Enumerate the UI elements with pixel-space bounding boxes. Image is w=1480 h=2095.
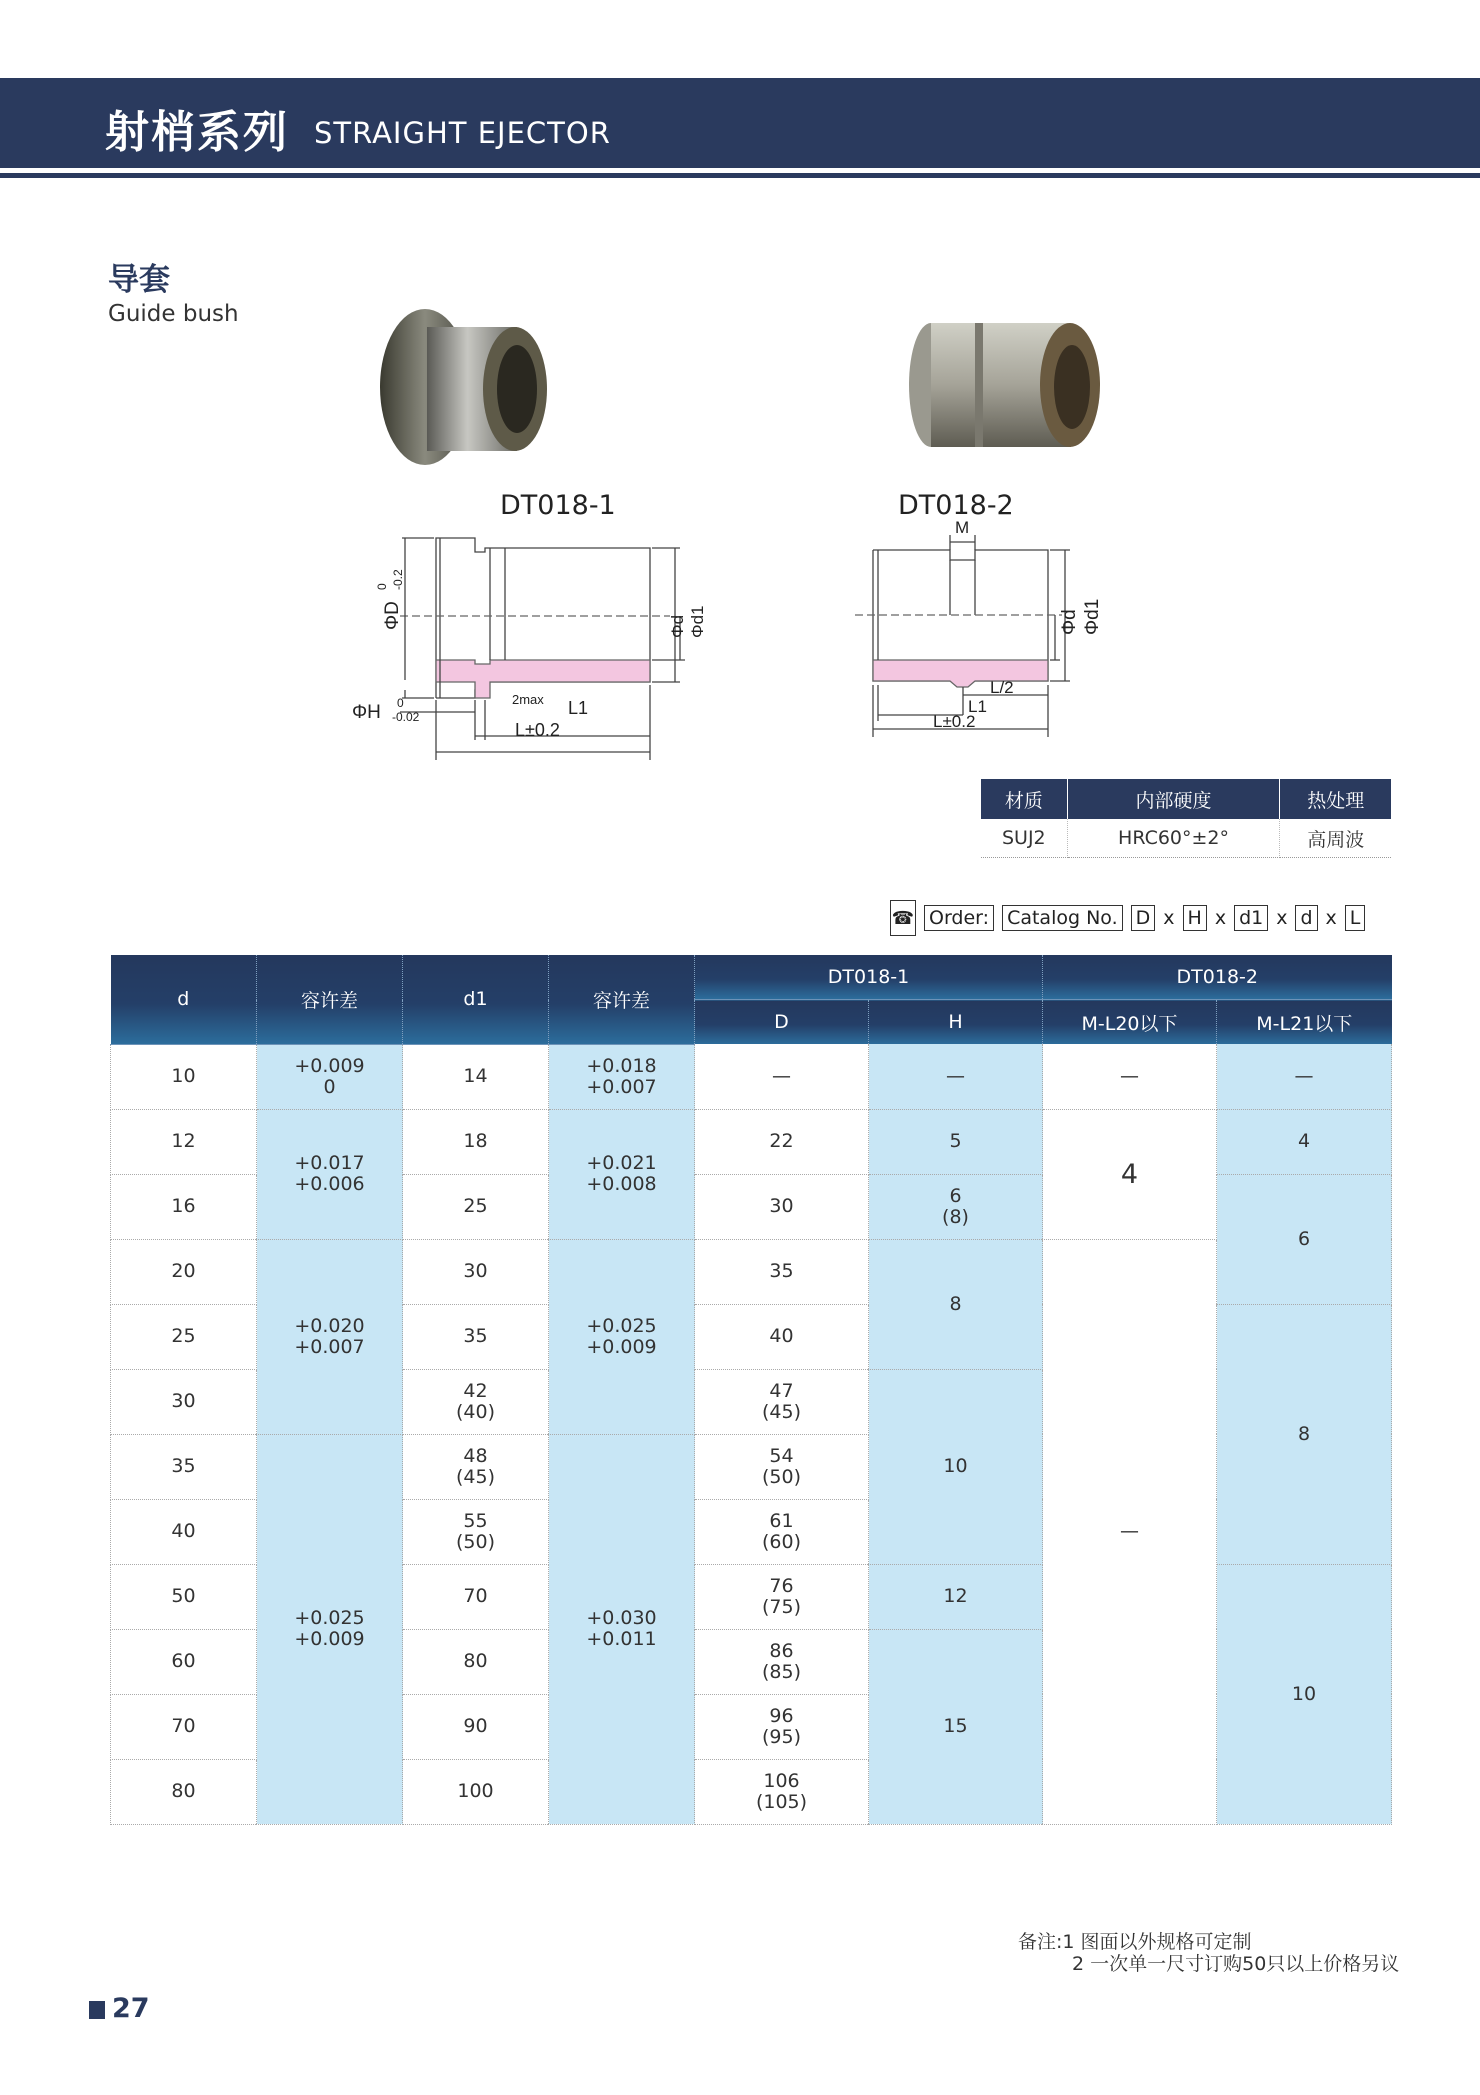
cell-tol2: +0.018 +0.007	[549, 1044, 695, 1109]
cell-d: 60	[111, 1629, 257, 1694]
cell-d: 10	[111, 1044, 257, 1109]
order-catalog: Catalog No.	[1002, 905, 1123, 931]
dim-phi-h: ΦH	[352, 702, 381, 723]
col-header-dt018-2: DT018-2	[1043, 955, 1392, 1000]
dim-d-tol-upper: 0	[375, 583, 389, 590]
col-header-D: D	[695, 1000, 869, 1045]
cell-m-l21: 10	[1217, 1564, 1392, 1824]
cell-D: 22	[695, 1109, 869, 1174]
notes-label: 备注:	[1018, 1931, 1063, 1953]
model-label-left: DT018-1	[500, 490, 616, 521]
table-row	[111, 1239, 1392, 1304]
cell-H: —	[869, 1044, 1043, 1109]
col-header-tol2: 容许差	[549, 955, 695, 1044]
cell-d: 40	[111, 1499, 257, 1564]
cell-d1: 18	[403, 1109, 549, 1174]
dim-l: L±0.2	[515, 720, 560, 740]
dim-phi-d: Φd	[668, 614, 687, 638]
cell-D: 76 (75)	[695, 1564, 869, 1629]
table-row	[111, 1109, 1392, 1174]
order-field-d-outer: D	[1131, 905, 1156, 931]
notes-line-1: 1 图面以外规格可定制	[1062, 1931, 1252, 1953]
dim-l-half: L/2	[990, 678, 1014, 697]
cell-D: 35	[695, 1239, 869, 1304]
order-sep: x	[1325, 907, 1337, 929]
dim-m: M	[955, 518, 970, 537]
cell-d: 50	[111, 1564, 257, 1629]
cell-m-l21: —	[1217, 1044, 1392, 1109]
dim-2max: 2max	[512, 692, 544, 707]
order-field-d1: d1	[1234, 905, 1268, 931]
cell-D: 54 (50)	[695, 1434, 869, 1499]
order-field-d: d	[1295, 905, 1317, 931]
cell-tol1: +0.017 +0.006	[257, 1109, 403, 1239]
cell-d: 80	[111, 1759, 257, 1824]
order-line	[890, 902, 1365, 934]
cell-d1: 90	[403, 1694, 549, 1759]
col-header-m-l21: M-L21以下	[1217, 1000, 1392, 1045]
phone-icon: ☎	[890, 900, 916, 936]
cell-m-l21: 8	[1217, 1304, 1392, 1564]
notes-line-2: 2 一次单一尺寸订购50只以上价格另议	[1072, 1953, 1400, 1975]
cell-m-l20: —	[1043, 1239, 1217, 1824]
cell-m-l21: 4	[1217, 1109, 1392, 1174]
dim-l-right: L±0.2	[933, 712, 976, 731]
cell-D: 61 (60)	[695, 1499, 869, 1564]
drawing-dt018-2	[850, 515, 1130, 745]
cell-H: 8	[869, 1239, 1043, 1369]
order-label: Order:	[924, 905, 994, 931]
cell-tol2: +0.025 +0.009	[549, 1239, 695, 1434]
cell-D: 96 (95)	[695, 1694, 869, 1759]
cell-H: 10	[869, 1369, 1043, 1564]
col-header-d1: d1	[403, 955, 549, 1044]
material-value-treatment: 高周波	[1280, 819, 1391, 858]
dim-h-tol-upper: 0	[397, 696, 404, 710]
col-header-m-l20: M-L20以下	[1043, 1000, 1217, 1045]
cell-tol2: +0.030 +0.011	[549, 1434, 695, 1824]
cell-m-l21: 6	[1217, 1174, 1392, 1304]
order-sep: x	[1163, 907, 1175, 929]
col-header-tol1: 容许差	[257, 955, 403, 1044]
cell-d: 35	[111, 1434, 257, 1499]
cell-tol1: +0.025 +0.009	[257, 1434, 403, 1824]
model-label-right: DT018-2	[898, 490, 1014, 521]
cell-d1: 70	[403, 1564, 549, 1629]
material-header-treatment: 热处理	[1280, 779, 1391, 819]
dim-d-tol-lower: -0.2	[391, 569, 405, 590]
cell-d1: 100	[403, 1759, 549, 1824]
col-header-dt018-1: DT018-1	[695, 955, 1043, 1000]
dim-phi-d-outer: ΦD	[382, 601, 403, 630]
section-title-cn: 导套	[108, 262, 170, 298]
cell-d1: 42 (40)	[403, 1369, 549, 1434]
order-field-h: H	[1183, 905, 1207, 931]
col-header-d: d	[111, 955, 257, 1044]
cell-d: 70	[111, 1694, 257, 1759]
page-title-cn: 射梢系列	[105, 107, 289, 158]
dim-h-tol-lower: -0.02	[392, 710, 420, 724]
cell-m-l20: —	[1043, 1044, 1217, 1109]
order-sep: x	[1214, 907, 1227, 929]
cell-m-l20: 4	[1043, 1109, 1217, 1239]
order-sep: x	[1276, 907, 1288, 929]
cell-d1: 48 (45)	[403, 1434, 549, 1499]
cell-d1: 55 (50)	[403, 1499, 549, 1564]
page-number: 27	[112, 1993, 150, 2024]
material-value-material: SUJ2	[981, 819, 1067, 858]
cell-tol1: +0.009 0	[257, 1044, 403, 1109]
material-header-material: 材质	[981, 779, 1067, 819]
cell-d: 12	[111, 1109, 257, 1174]
cell-D: 86 (85)	[695, 1629, 869, 1694]
cell-H: 15	[869, 1629, 1043, 1824]
cell-H: 5	[869, 1109, 1043, 1174]
drawing-dt018-1	[340, 520, 740, 760]
page-marker	[89, 2001, 105, 2019]
col-header-H: H	[869, 1000, 1043, 1045]
cell-D: —	[695, 1044, 869, 1109]
section-title-en: Guide bush	[108, 301, 239, 327]
product-photo-dt018-2	[905, 315, 1105, 455]
cell-d1: 14	[403, 1044, 549, 1109]
cell-tol1: +0.020 +0.007	[257, 1239, 403, 1434]
dim-phi-d1-right: Φd1	[1082, 598, 1103, 635]
cell-d1: 25	[403, 1174, 549, 1239]
cell-H: 6 (8)	[869, 1174, 1043, 1239]
cell-d: 20	[111, 1239, 257, 1304]
material-value-hardness: HRC60°±2°	[1067, 819, 1280, 858]
cell-d1: 80	[403, 1629, 549, 1694]
table-row	[111, 1044, 1392, 1109]
cell-D: 30	[695, 1174, 869, 1239]
dim-l1: L1	[568, 698, 589, 718]
cell-D: 47 (45)	[695, 1369, 869, 1434]
cell-D: 106 (105)	[695, 1759, 869, 1824]
dim-phi-d-right: Φd	[1059, 609, 1080, 635]
material-header-hardness: 内部硬度	[1067, 779, 1280, 819]
page-title-en: STRAIGHT EJECTOR	[314, 116, 611, 150]
cell-d: 30	[111, 1369, 257, 1434]
cell-H: 12	[869, 1564, 1043, 1629]
material-table	[981, 779, 1391, 858]
cell-d1: 30	[403, 1239, 549, 1304]
dim-l1-right: L1	[968, 697, 987, 716]
header-rule	[0, 173, 1480, 178]
dim-phi-d1: Φd1	[688, 605, 707, 638]
notes	[1018, 1931, 1399, 1975]
product-photo-dt018-1	[365, 305, 565, 470]
cell-d: 25	[111, 1304, 257, 1369]
spec-table	[110, 955, 1392, 1825]
cell-d: 16	[111, 1174, 257, 1239]
order-field-l: L	[1345, 905, 1366, 931]
cell-D: 40	[695, 1304, 869, 1369]
cell-tol2: +0.021 +0.008	[549, 1109, 695, 1239]
cell-d1: 35	[403, 1304, 549, 1369]
